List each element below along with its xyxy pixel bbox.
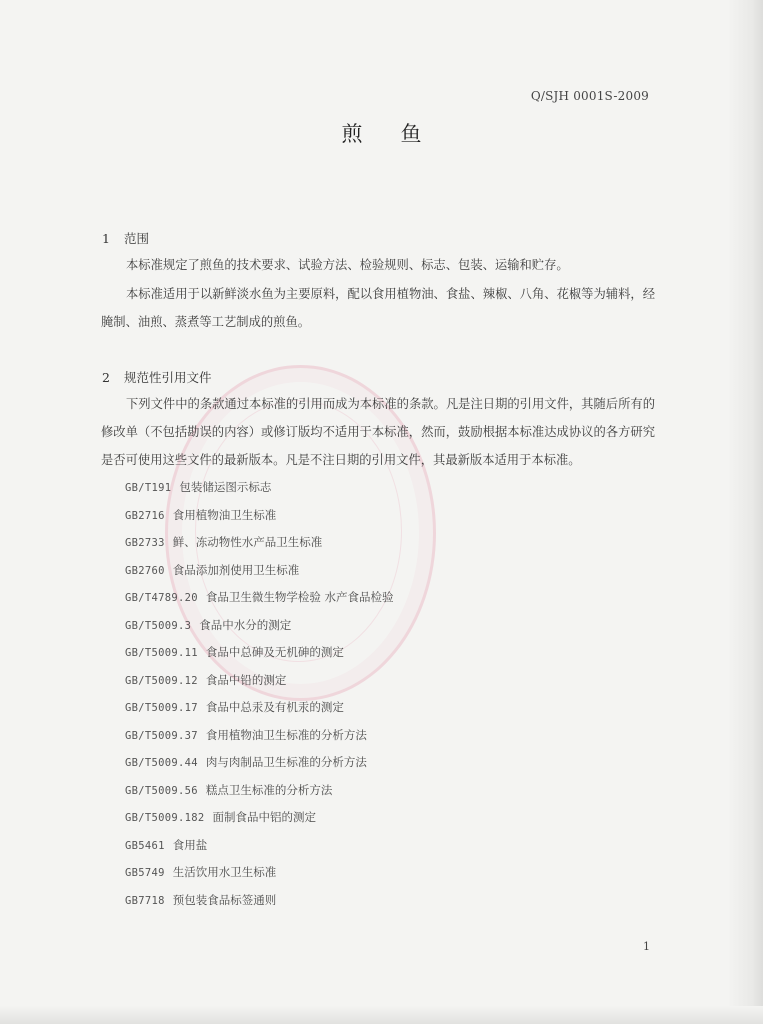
reference-name: 食品中总砷及无机砷的测定 (205, 645, 344, 659)
reference-name: 食品中水分的测定 (199, 617, 292, 632)
scope-paragraph-1: 本标准规定了煎鱼的技术要求、试验方法、检验规则、标志、包装、运输和贮存。 (126, 258, 569, 272)
reference-code: GB/T5009.56 (125, 784, 198, 797)
reference-item (125, 529, 394, 557)
reference-name: 食品卫生微生物学检验 水产食品检验 (205, 590, 394, 604)
reference-item (125, 722, 394, 750)
reference-item (125, 777, 394, 805)
reference-item (125, 557, 394, 585)
reference-item (125, 474, 394, 502)
reference-code: GB7718 (125, 894, 165, 907)
reference-code: GB2760 (125, 564, 165, 577)
reference-item (125, 749, 394, 777)
reference-name: 面制食品中铝的测定 (212, 810, 316, 824)
reference-item (125, 887, 394, 915)
reference-name: 糕点卫生标准的分析方法 (205, 782, 333, 797)
reference-name: 生活饮用水卫生标准 (172, 865, 277, 879)
reference-item (125, 639, 394, 667)
reference-item (125, 502, 394, 530)
references-intro-paragraph: 下列文件中的条款通过本标准的引用而成为本标准的条款。凡是注日期的引用文件，其随后所有的修改单（不包括勘误的内容）或修订版均不适用于本标准，然而，鼓励根据本标准达成协议的各方研究是否可使用这些文件的最新版本。凡是不注日期的引用文件，其最新版本适用于本标准。 (101, 397, 655, 467)
reference-name: 肉与肉制品卫生标准的分析方法 (205, 755, 367, 769)
reference-name: 食品中铅的测定 (205, 672, 287, 687)
reference-code: GB2716 (125, 509, 165, 522)
reference-code: GB5461 (125, 839, 165, 852)
reference-name: 食用盐 (172, 837, 208, 852)
reference-name: 预包装食品标签通则 (172, 892, 277, 907)
section-number: 2 (102, 370, 110, 385)
reference-name: 鲜、冻动物性水产品卫生标准 (172, 535, 323, 549)
reference-name: 食用植物油卫生标准 (172, 507, 277, 522)
section-title: 范围 (124, 231, 150, 246)
reference-code: GB5749 (125, 867, 165, 879)
reference-code: GB/T5009.11 (125, 647, 198, 659)
reference-item (125, 804, 394, 832)
reference-code: GB/T4789.20 (125, 592, 198, 604)
reference-item (125, 612, 394, 640)
reference-code: GB/T5009.3 (125, 619, 192, 632)
reference-name: 食品中总汞及有机汞的测定 (205, 700, 344, 714)
section-title: 规范性引用文件 (124, 370, 212, 385)
page-number: 1 (643, 940, 650, 953)
reference-item (125, 667, 394, 695)
reference-code: GB/T5009.12 (125, 674, 198, 687)
reference-name: 食品添加剂使用卫生标准 (172, 562, 300, 577)
section-number: 1 (102, 231, 110, 246)
scan-edge-shadow-bottom (0, 1006, 763, 1024)
reference-name: 食用植物油卫生标准的分析方法 (205, 727, 367, 742)
section-heading-scope (102, 229, 149, 247)
reference-code: GB/T5009.17 (125, 702, 198, 714)
reference-item (125, 859, 394, 887)
reference-code: GB/T5009.37 (125, 729, 198, 742)
section-heading-normative-references (102, 368, 212, 386)
reference-code: GB/T191 (125, 482, 172, 494)
reference-code: GB/T5009.44 (125, 757, 198, 769)
document-title: 煎鱼 (341, 122, 460, 146)
reference-list (125, 474, 394, 914)
reference-item (125, 694, 394, 722)
scope-paragraph-2: 本标准适用于以新鲜淡水鱼为主要原料，配以食用植物油、食盐、辣椒、八角、花椒等为辅料，经腌制、油煎、蒸煮等工艺制成的煎鱼。 (101, 287, 655, 329)
reference-name: 包装储运图示标志 (179, 480, 272, 494)
reference-item (125, 584, 394, 612)
reference-code: GB/T5009.182 (125, 812, 205, 824)
standard-code: Q/SJH 0001S-2009 (530, 89, 649, 103)
reference-item (125, 832, 394, 860)
scan-edge-shadow (727, 0, 763, 1024)
reference-code: GB2733 (125, 537, 165, 549)
